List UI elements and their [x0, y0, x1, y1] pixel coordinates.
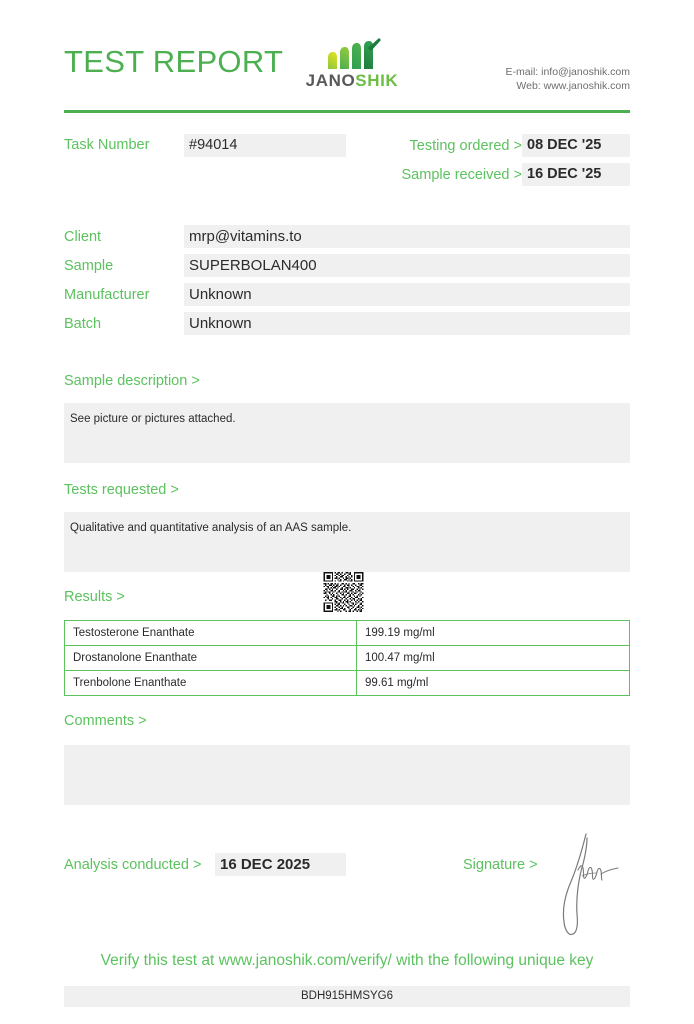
table-row — [65, 621, 630, 646]
sample-received-value: 16 DEC '25 — [522, 163, 630, 186]
results-heading: Results > — [64, 589, 125, 605]
analysis-conducted-label: Analysis conducted > — [64, 857, 202, 873]
unique-key-value: BDH915HMSYG6 — [64, 986, 630, 1007]
janoshik-logo — [296, 38, 408, 98]
manufacturer-value: Unknown — [184, 283, 630, 306]
task-number-label: Task Number — [64, 137, 150, 153]
sample-description-heading: Sample description > — [64, 373, 200, 389]
sample-value: SUPERBOLAN400 — [184, 254, 630, 277]
client-value: mrp@vitamins.to — [184, 225, 630, 248]
logo-wordmark — [296, 71, 408, 91]
result-amount: 100.47 mg/ml — [357, 646, 630, 671]
result-amount: 199.19 mg/ml — [357, 621, 630, 646]
signature-label: Signature > — [463, 857, 538, 873]
result-amount: 99.61 mg/ml — [357, 671, 630, 696]
batch-label: Batch — [64, 316, 102, 332]
tests-requested-heading: Tests requested > — [64, 482, 179, 498]
client-label: Client — [64, 229, 102, 245]
qr-code-icon[interactable] — [321, 572, 366, 612]
logo-jano-text: JANO — [305, 71, 356, 90]
report-header — [64, 38, 630, 106]
analysis-conducted-value: 16 DEC 2025 — [215, 853, 346, 876]
contact-web: Web: www.janoshik.com — [516, 80, 630, 92]
verify-text: Verify this test at www.janoshik.com/verify/ with the following unique key — [100, 952, 594, 969]
manufacturer-label: Manufacturer — [64, 287, 150, 303]
bar-graph-icon — [324, 38, 382, 70]
page-title: TEST REPORT — [64, 44, 284, 79]
testing-ordered-label: Testing ordered > — [409, 138, 522, 154]
results-table — [64, 620, 630, 696]
sample-received-label: Sample received > — [401, 167, 522, 183]
comments-heading: Comments > — [64, 713, 147, 729]
result-compound: Trenbolone Enanthate — [65, 671, 357, 696]
sample-label: Sample — [64, 258, 114, 274]
contact-email: E-mail: info@janoshik.com — [505, 66, 630, 78]
result-compound: Drostanolone Enanthate — [65, 646, 357, 671]
batch-value: Unknown — [184, 312, 630, 335]
table-row — [65, 646, 630, 671]
comments-box — [64, 745, 630, 805]
logo-shik-text: SHIK — [355, 71, 399, 90]
handwritten-signature — [556, 832, 626, 947]
result-compound: Testosterone Enanthate — [65, 621, 357, 646]
table-row — [65, 671, 630, 696]
tests-requested-box: Qualitative and quantitative analysis of an AAS sample. — [64, 512, 630, 572]
header-divider — [64, 110, 630, 113]
sample-description-box: See picture or pictures attached. — [64, 403, 630, 463]
task-number-value: #94014 — [184, 134, 346, 157]
testing-ordered-value: 08 DEC '25 — [522, 134, 630, 157]
contact-info — [506, 65, 630, 93]
